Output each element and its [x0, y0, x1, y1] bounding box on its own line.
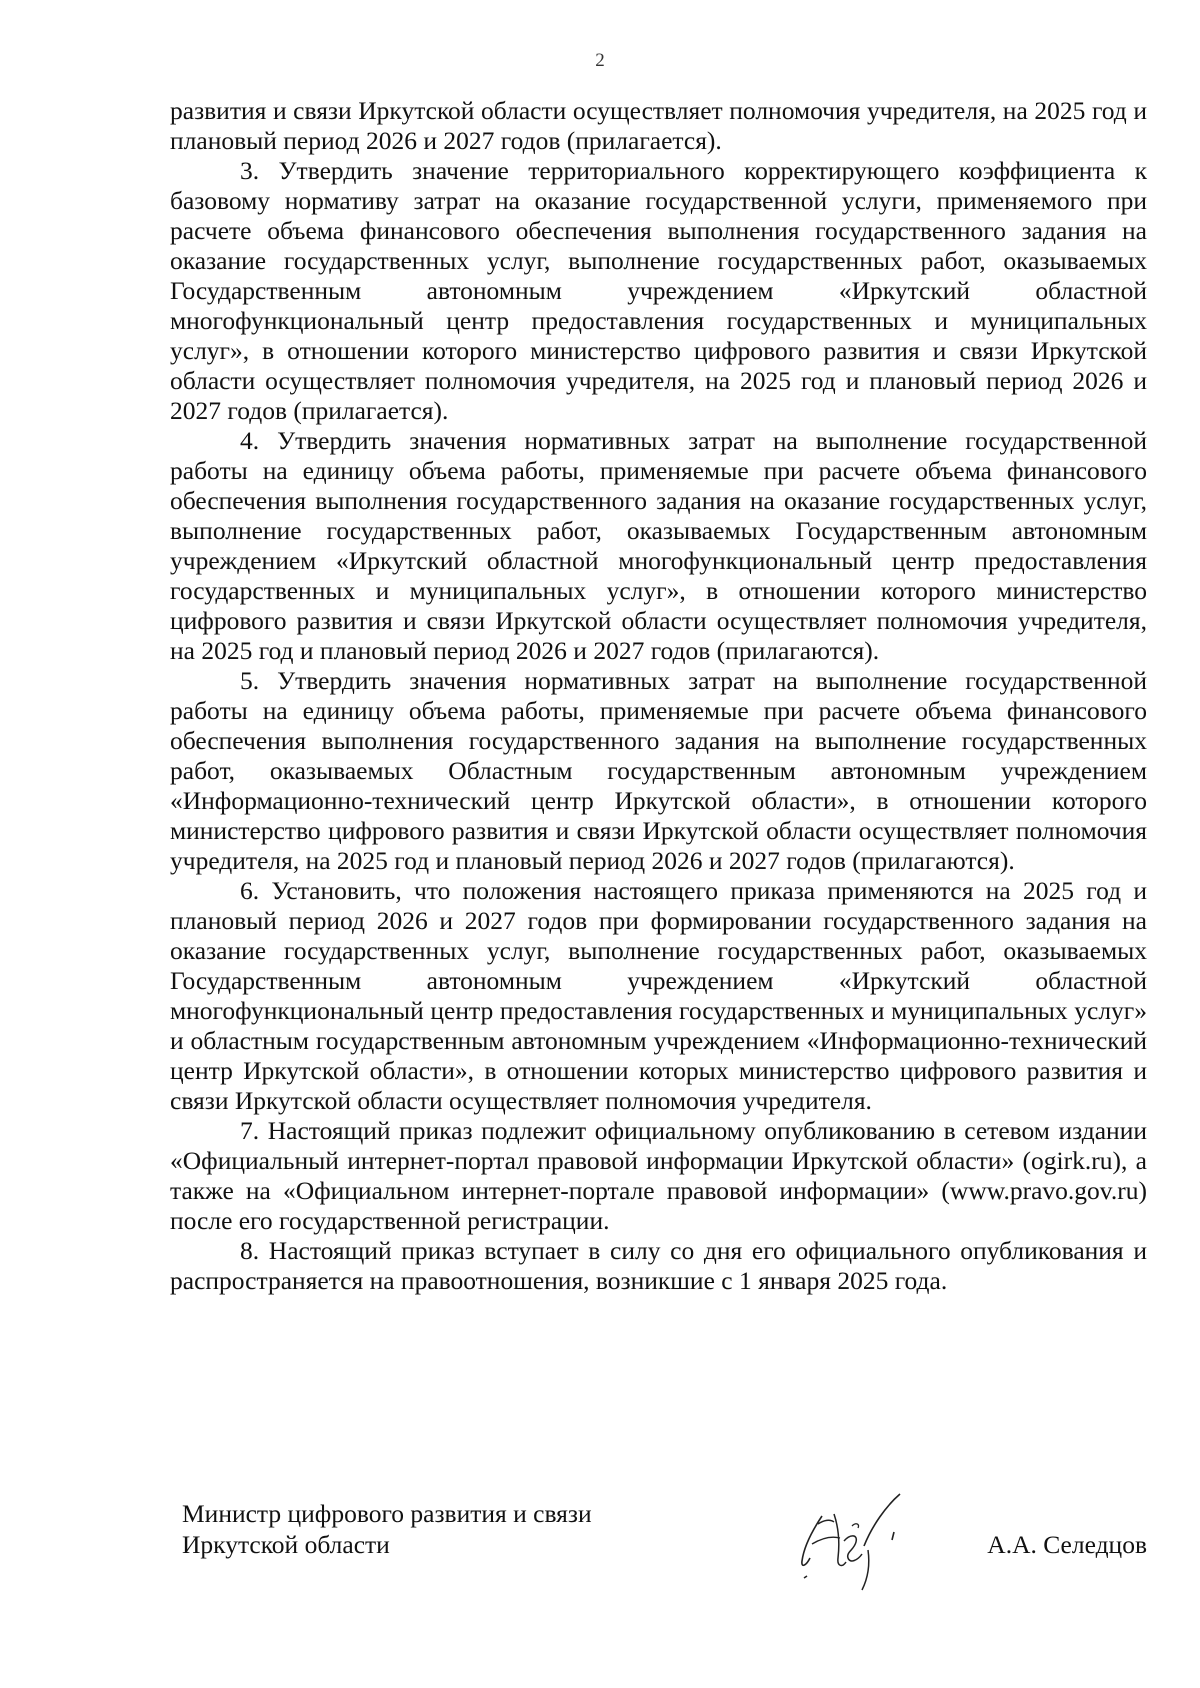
page-number: 2 [595, 50, 605, 71]
paragraph-5: 5. Утвердить значения нормативных затрат на выполнение государственной работы на единицу объема работы, применяемые при расчете объема финансового обеспечения выполнения государственного задания на выполнение государственных работ, оказываемых Областным государственным автономным учреждением «Информационно-технический центр Иркутской области», в отношении которого министерство цифрового развития и связи Иркутской области осуществляет полномочия учредителя, на 2025 год и плановый период 2026 и 2027 годов (прилагаются). [170, 666, 1147, 875]
minister-title-line-2: Иркутской области [182, 1530, 390, 1559]
signer-name: А.А. Селедцов [987, 1530, 1147, 1559]
document-body [170, 96, 1147, 1296]
paragraph-3: 3. Утвердить значение территориального корректирующего коэффициента к базовому нормативу затрат на оказание государственной услуги, применяемого при расчете объема финансового обеспечения выполнения государственного задания на оказание государственных услуг, выполнение государственных работ, оказываемых Государственным автономным учреждением «Иркутский областной многофункциональный центр предоставления государственных и муниципальных услуг», в отношении которого министерство цифрового развития и связи Иркутской области осуществляет полномочия учредителя, на 2025 год и плановый период 2026 и 2027 годов (прилагается). [170, 156, 1147, 425]
handwritten-signature [782, 1486, 922, 1596]
minister-title [182, 1498, 702, 1560]
paragraph-8: 8. Настоящий приказ вступает в силу со дня его официального опубликования и распространяется на правоотношения, возникшие с 1 января 2025 года. [170, 1236, 1147, 1295]
paragraph-4: 4. Утвердить значения нормативных затрат на выполнение государственной работы на единицу объема работы, применяемые при расчете объема финансового обеспечения выполнения государственного задания на оказание государственных услуг, выполнение государственных работ, оказываемых Государственным автономным учреждением «Иркутский областной многофункциональный центр предоставления государственных и муниципальных услуг», в отношении которого министерство цифрового развития и связи Иркутской области осуществляет полномочия учредителя, на 2025 год и плановый период 2026 и 2027 годов (прилагаются). [170, 426, 1147, 665]
paragraph-6: 6. Установить, что положения настоящего приказа применяются на 2025 год и плановый период 2026 и 2027 годов при формировании государственного задания на оказание государственных услуг, выполнение государственных работ, оказываемых Государственным автономным учреждением «Иркутский областной многофункциональный центр предоставления государственных и муниципальных услуг» и областным государственным автономным учреждением «Информационно-технический центр Иркутской области», в отношении которых министерство цифрового развития и связи Иркутской области осуществляет полномочия учредителя. [170, 876, 1147, 1115]
paragraph-continuation: развития и связи Иркутской области осуществляет полномочия учредителя, на 2025 год и плановый период 2026 и 2027 годов (прилагается). [170, 96, 1147, 155]
paragraph-7: 7. Настоящий приказ подлежит официальному опубликованию в сетевом издании «Официальный интернет-портал правовой информации Иркутской области» (ogirk.ru), а также на «Официальном интернет-портале правовой информации» (www.pravo.gov.ru) после его государственной регистрации. [170, 1116, 1147, 1235]
minister-title-line-1: Министр цифрового развития и связи [182, 1499, 592, 1528]
signature-block [182, 1498, 1147, 1598]
